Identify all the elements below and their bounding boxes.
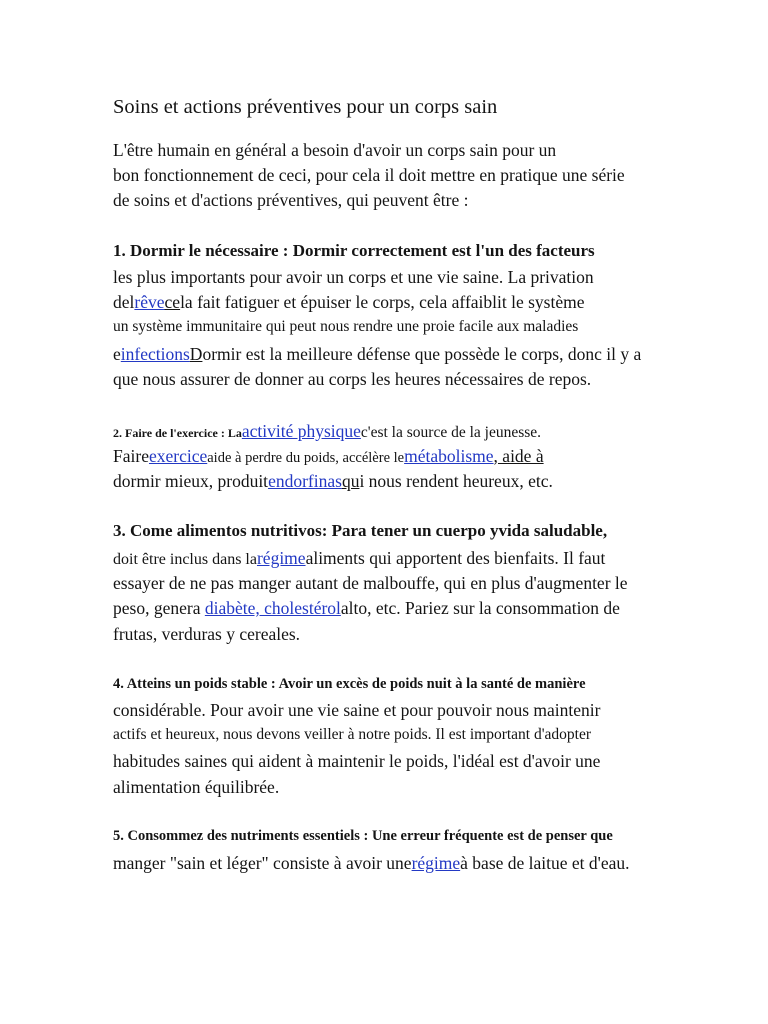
section-2-line [113, 444, 544, 468]
section-2-heading: 2. Faire de l'exercice : La [113, 426, 242, 440]
body-text: ormir est la meilleure défense que possède le corps, donc il y a [202, 344, 642, 364]
section-4-line: alimentation équilibrée. [113, 777, 280, 797]
section-1-line [113, 342, 641, 366]
section-3-line [113, 546, 605, 570]
section-1-heading: 1. Dormir le nécessaire : Dormir correctement est l'un des facteurs [113, 241, 595, 260]
section-1-line [113, 290, 585, 314]
section-3-heading: 3. Come alimentos nutritivos: Para tener un cuerpo yvida saludable, [113, 521, 608, 540]
section-1-line: les plus importants pour avoir un corps et une vie saine. La privation [113, 267, 594, 287]
intro-line: de soins et d'actions préventives, qui peuvent être : [113, 190, 469, 210]
body-text: la fait fatiguer et épuiser le corps, cela affaiblit le système [180, 292, 585, 312]
underlined-text: , aide à [493, 446, 544, 466]
link-endorfinas[interactable]: endorfinas [268, 471, 342, 491]
body-text: à base de laitue et d'eau. [460, 853, 630, 873]
body-text: aliments qui apportent des bienfaits. Il faut [305, 548, 606, 568]
link-diabete-cholesterol[interactable]: diabète, cholestérol [204, 598, 341, 618]
section-3-line: frutas, verduras y cereales. [113, 624, 301, 644]
section-3-line: essayer de ne pas manger autant de malbouffe, qui en plus d'augmenter le [113, 573, 628, 593]
underlined-text: qu [341, 471, 360, 491]
link-exercice[interactable]: exercice [148, 446, 208, 466]
link-regime[interactable]: régime [256, 548, 306, 568]
underlined-text: ce [164, 292, 181, 312]
section-2-line [113, 419, 541, 443]
section-1-line: que nous assurer de donner au corps les heures nécessaires de repos. [113, 369, 592, 389]
section-2-line [113, 469, 553, 493]
link-activite-physique[interactable]: activité physique [241, 421, 361, 441]
body-text: dormir mieux, produit [113, 471, 269, 491]
body-text: c'est la source de la jeunesse. [360, 424, 542, 441]
section-4-heading: 4. Atteins un poids stable : Avoir un excès de poids nuit à la santé de manière [113, 676, 586, 692]
underlined-text: D [189, 344, 203, 364]
section-5-heading: 5. Consommez des nutriments essentiels : Une erreur fréquente est de penser que [113, 828, 613, 844]
body-text: del [113, 292, 135, 312]
body-text: aide à perdre du poids, accélère le [207, 450, 405, 466]
link-reve[interactable]: rêve [134, 292, 165, 312]
section-4-line: actifs et heureux, nous devons veiller à notre poids. Il est important d'adopter [113, 726, 591, 743]
section-3-line [113, 596, 620, 620]
link-infections[interactable]: infections [120, 344, 190, 364]
document-title: Soins et actions préventives pour un corps sain [113, 96, 498, 118]
body-text: Faire [113, 446, 149, 466]
link-metabolisme[interactable]: métabolisme [404, 446, 494, 466]
intro-line: bon fonctionnement de ceci, pour cela il doit mettre en pratique une série [113, 165, 625, 185]
body-text: i nous rendent heureux, etc. [359, 471, 553, 491]
body-text: doit être inclus dans la [113, 551, 257, 568]
link-regime[interactable]: régime [411, 853, 461, 873]
section-4-line: habitudes saines qui aident à maintenir le poids, l'idéal est d'avoir une [113, 751, 601, 771]
body-text: e [113, 344, 121, 364]
section-4-line: considérable. Pour avoir une vie saine et pour pouvoir nous maintenir [113, 700, 601, 720]
section-1-line: un système immunitaire qui peut nous rendre une proie facile aux maladies [113, 318, 579, 335]
intro-line: L'être humain en général a besoin d'avoir un corps sain pour un [113, 140, 557, 160]
body-text: alto, etc. Pariez sur la consommation de [340, 598, 620, 618]
section-5-line [113, 851, 629, 875]
body-text: manger "sain et léger" consiste à avoir une [113, 853, 412, 873]
body-text: peso, genera [113, 598, 205, 618]
